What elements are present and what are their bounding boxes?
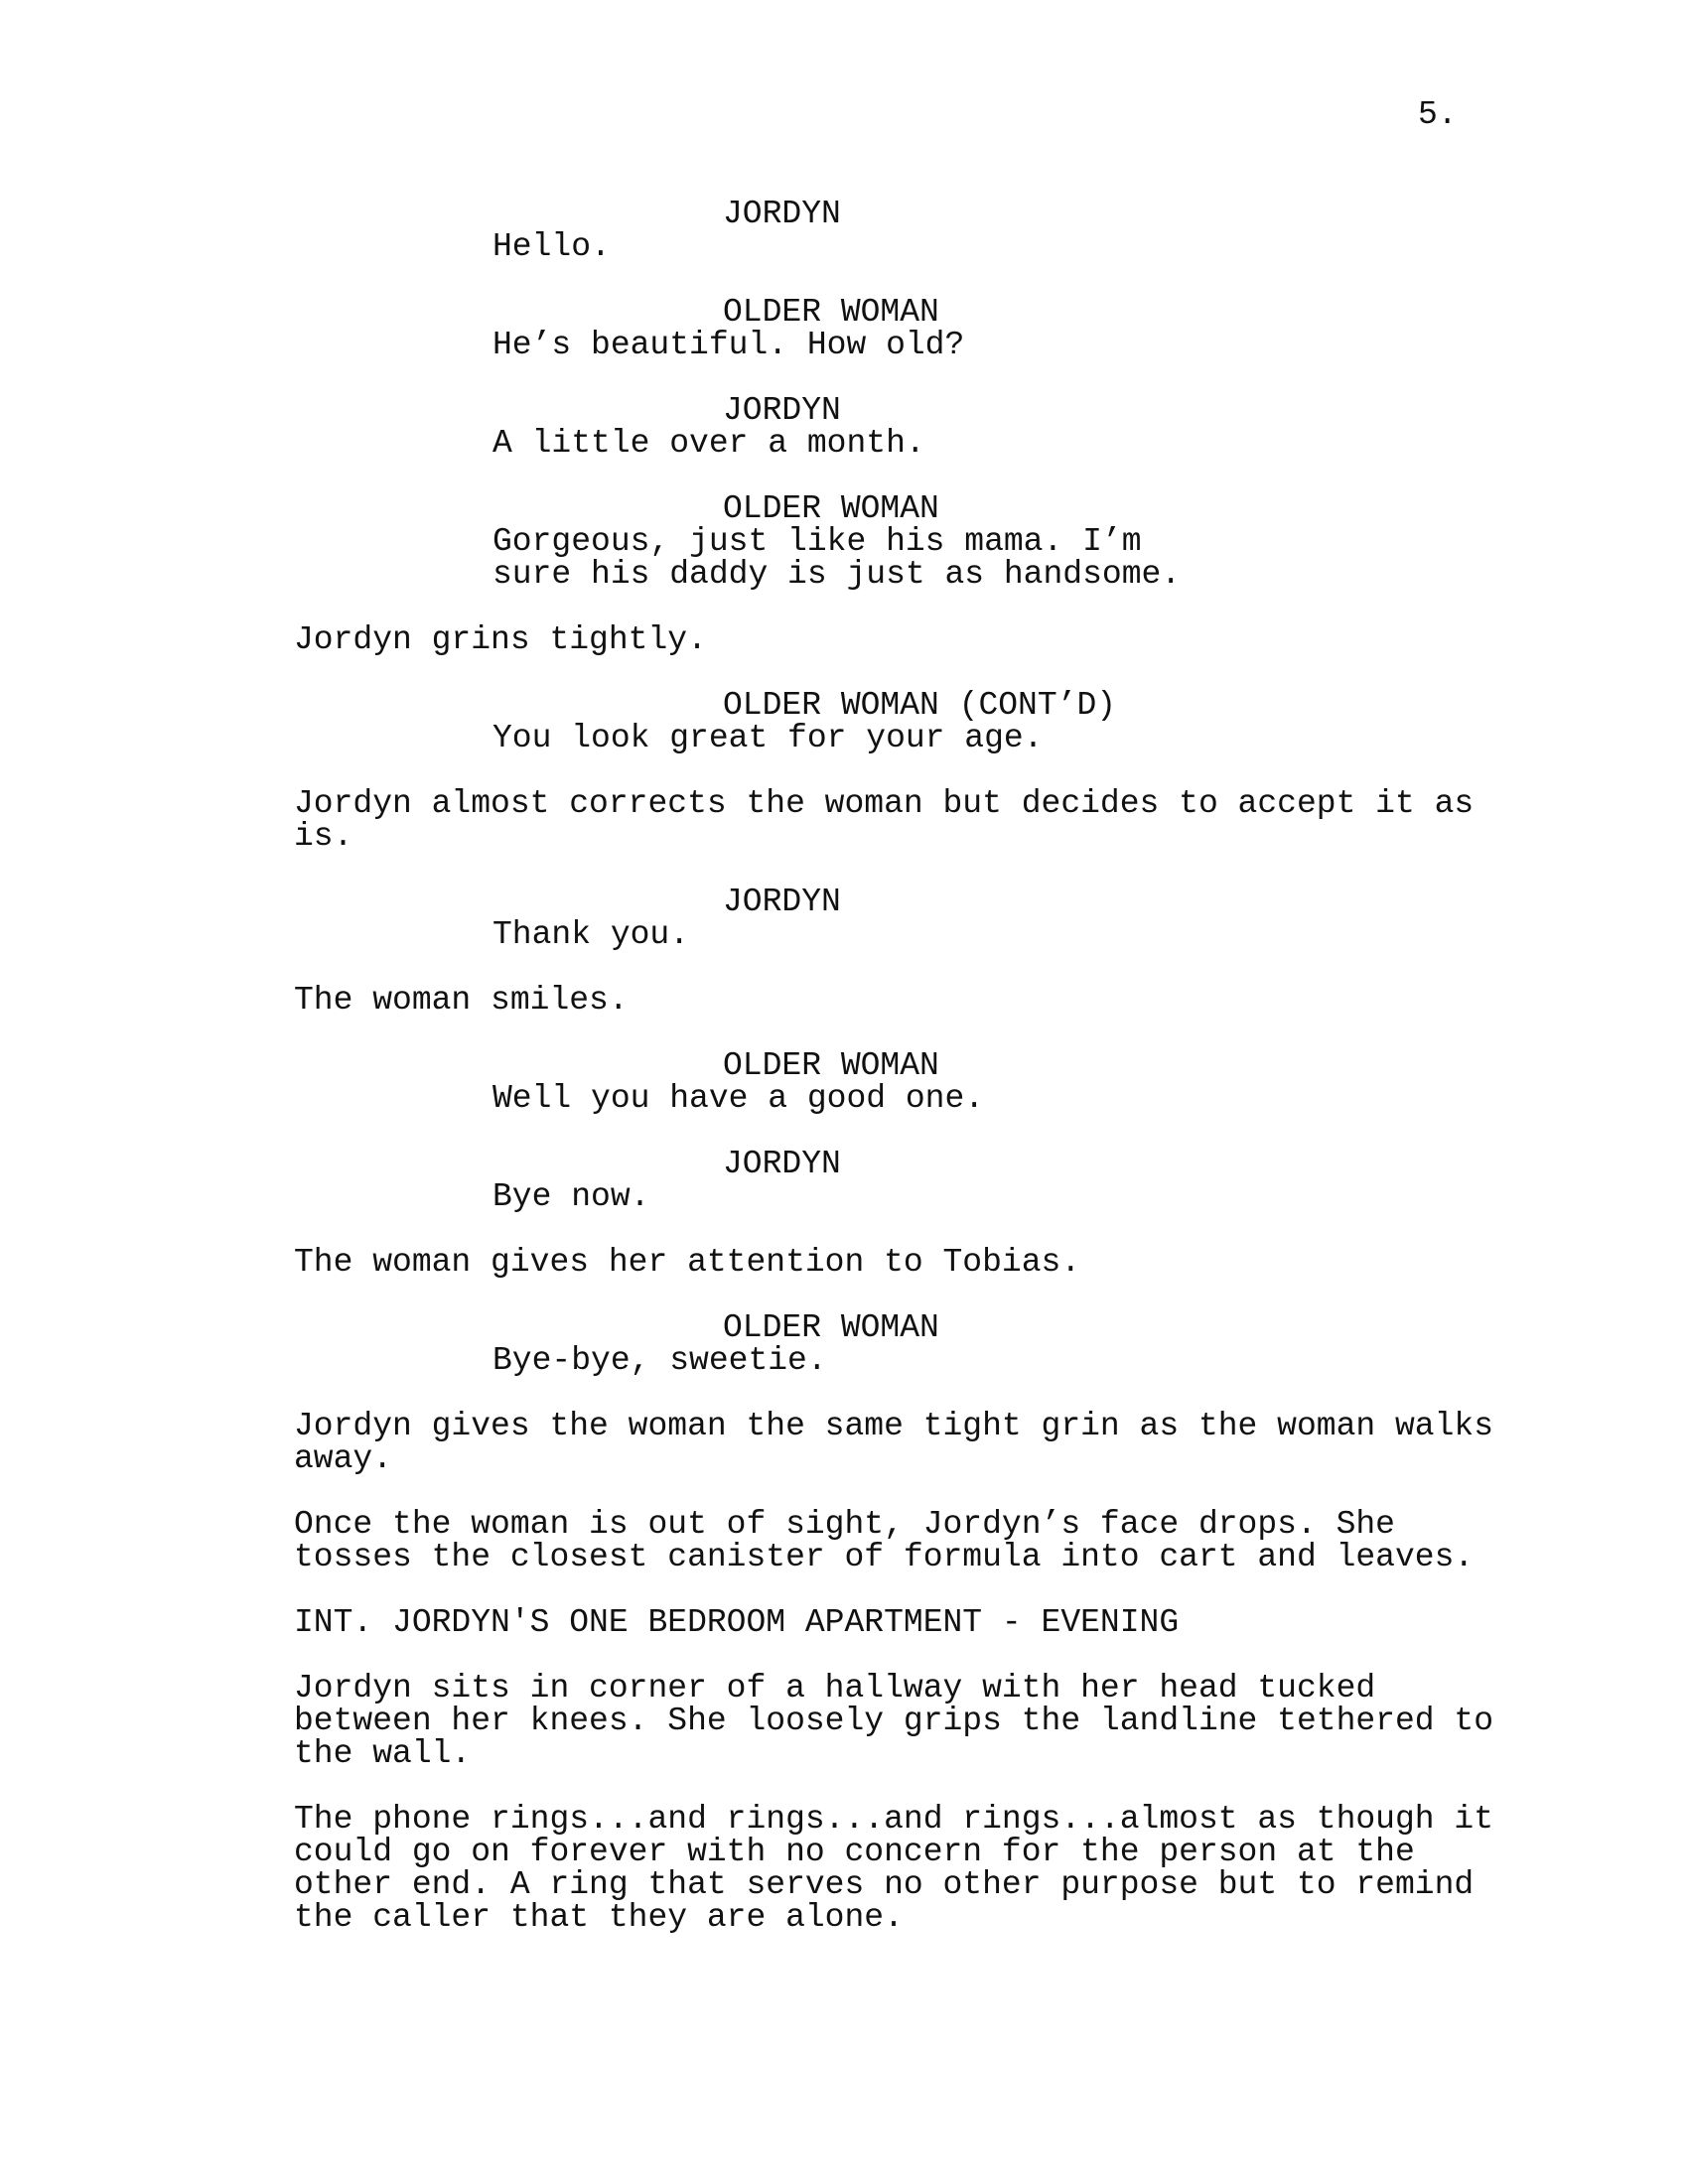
action-line: Jordyn sits in corner of a hallway with her head tucked <box>294 1670 1376 1706</box>
action-line: other end. A ring that serves no other purpose but to remind <box>294 1866 1475 1903</box>
dialogue-line: You look great for your age. <box>492 720 1044 756</box>
scene-heading: INT. JORDYN'S ONE BEDROOM APARTMENT - EVENING <box>294 1604 1180 1641</box>
action-line: Jordyn grins tightly. <box>294 621 707 658</box>
action-line: is. <box>294 818 353 855</box>
dialogue-line: He’s beautiful. How old? <box>492 327 965 363</box>
dialogue-line: sure his daddy is just as handsome. <box>492 556 1182 593</box>
action-line: Jordyn almost corrects the woman but decides to accept it as <box>294 785 1475 822</box>
action-line: The woman gives her attention to Tobias. <box>294 1244 1081 1281</box>
action-line: Jordyn gives the woman the same tight grin as the woman walks <box>294 1408 1493 1444</box>
character-name: JORDYN <box>723 196 841 232</box>
character-name: JORDYN <box>723 392 841 429</box>
character-name: JORDYN <box>723 884 841 920</box>
action-line: The woman smiles. <box>294 982 629 1019</box>
dialogue-line: Thank you. <box>492 916 690 953</box>
character-name: OLDER WOMAN <box>723 1047 939 1084</box>
character-name: OLDER WOMAN (CONT’D) <box>723 687 1117 724</box>
character-name: JORDYN <box>723 1146 841 1182</box>
action-line: Once the woman is out of sight, Jordyn’s face drops. She <box>294 1506 1395 1543</box>
action-line: tosses the closest canister of formula into cart and leaves. <box>294 1539 1475 1575</box>
dialogue-line: Bye now. <box>492 1178 650 1215</box>
action-line: the caller that they are alone. <box>294 1899 904 1936</box>
dialogue-line: Gorgeous, just like his mama. I’m <box>492 523 1142 560</box>
character-name: OLDER WOMAN <box>723 294 939 331</box>
action-line: away. <box>294 1440 393 1477</box>
action-line: between her knees. She loosely grips the landline tethered to <box>294 1703 1493 1739</box>
action-line: the wall. <box>294 1735 472 1772</box>
action-line: could go on forever with no concern for the person at the <box>294 1834 1415 1870</box>
action-line: The phone rings...and rings...and rings...almost as though it <box>294 1801 1493 1838</box>
character-name: OLDER WOMAN <box>723 1309 939 1346</box>
dialogue-line: Bye-bye, sweetie. <box>492 1342 827 1379</box>
page-number: 5. <box>1418 96 1458 133</box>
character-name: OLDER WOMAN <box>723 490 939 527</box>
dialogue-line: Hello. <box>492 228 611 265</box>
dialogue-line: Well you have a good one. <box>492 1080 985 1117</box>
dialogue-line: A little over a month. <box>492 425 925 462</box>
